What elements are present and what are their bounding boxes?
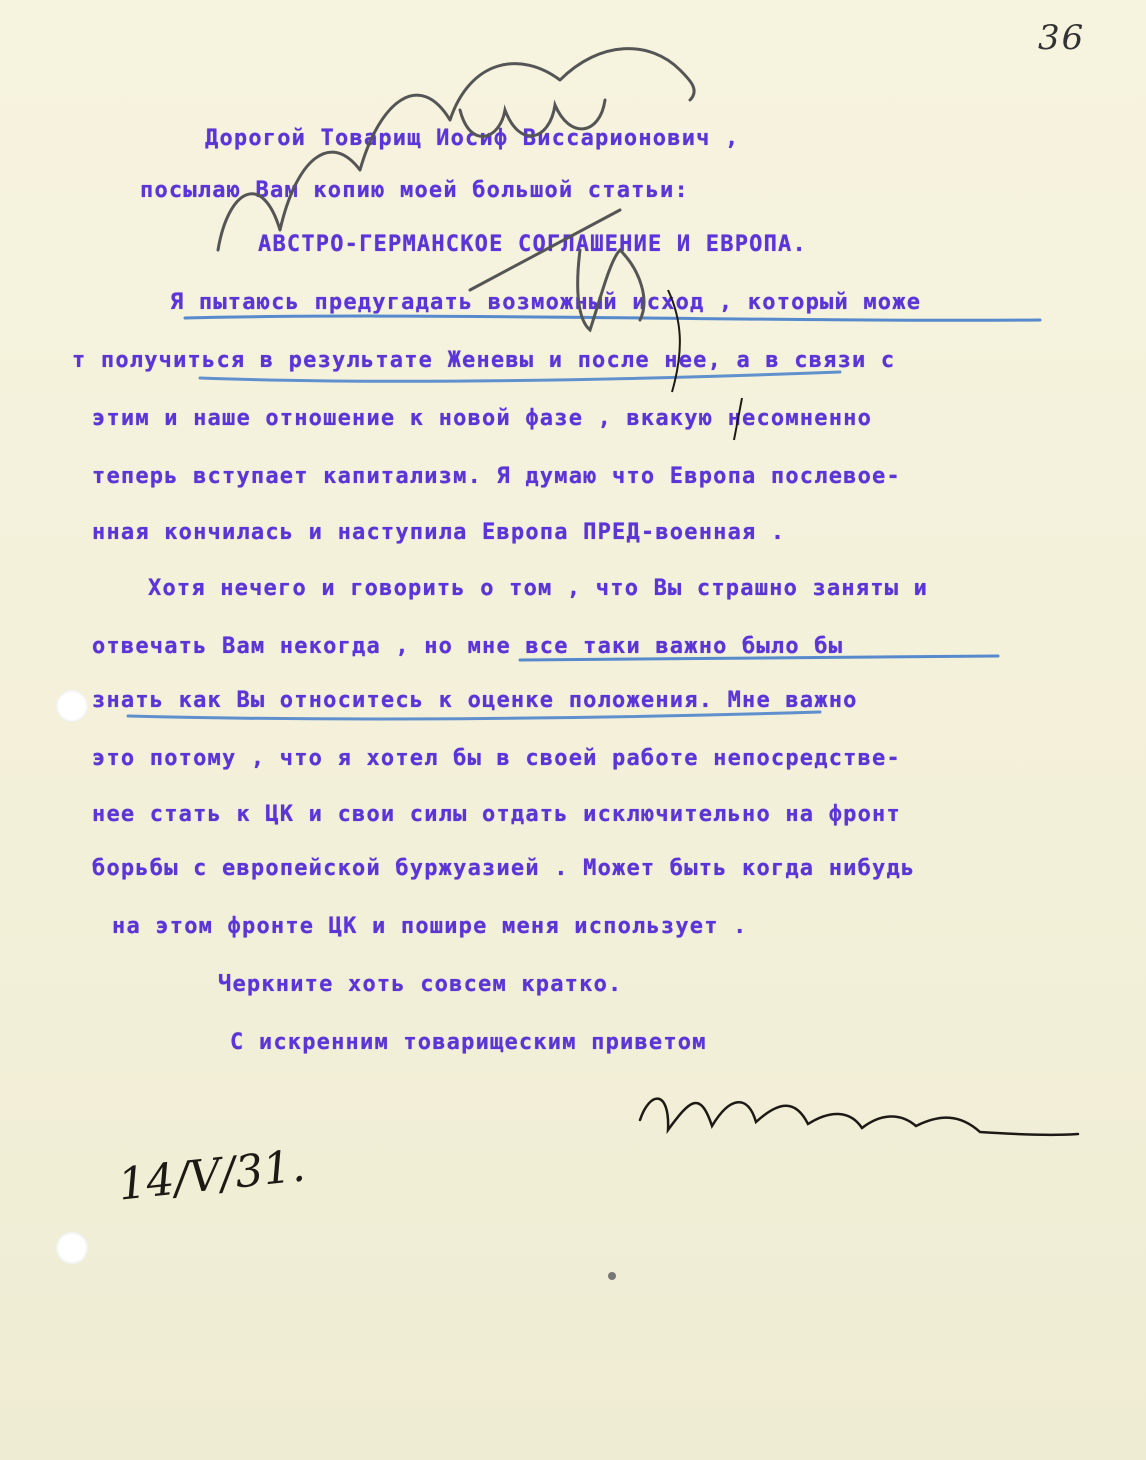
graphite-resolution-loops [460,100,605,136]
paragraph-2-line-2: отвечать Вам некогда , но мне все таки важно было бы [92,634,844,659]
paragraph-1-line-5: нная кончилась и наступила Европа ПРЕД-военная . [92,520,786,545]
article-title: АВСТРО-ГЕРМАНСКОЕ СОГЛАШЕНИЕ И ЕВРОПА. [258,232,807,257]
page-number: 36 [1038,18,1086,58]
paragraph-1-line-4: теперь вступает капитализм. Я думаю что Европа послевое- [92,464,901,489]
paragraph-1-line-1: Я пытаюсь предугадать возможный исход , который може [170,290,922,315]
tick-mark [734,398,742,440]
request-line: Черкните хоть совсем кратко. [218,972,623,997]
paragraph-1-line-3: этим и наше отношение к новой фазе , вкакую несомненно [92,406,873,431]
paragraph-1-line-2: т получиться в результате Женевы и после нее, а в связи с [72,348,896,373]
paragraph-2-line-7: на этом фронте ЦК и пошире меня использует . [112,914,748,939]
letter-line-2: посылаю Вам копию моей большой статьи: [140,178,689,203]
closing-line: С искренним товарищеским приветом [230,1030,707,1055]
blue-underline-para1-l1 [185,316,1040,320]
paragraph-2-line-3: знать как Вы относитесь к оценке положения. Мне важно [92,688,858,713]
paragraph-2-line-6: борьбы с европейской буржуазией . Может быть когда нибудь [92,856,916,881]
handwritten-date: 14/V/31. [115,1140,308,1211]
blue-underline-para2-l2 [520,656,998,660]
paragraph-2-line-4: это потому , что я хотел бы в своей работе непосредстве- [92,746,901,771]
blue-underline-para2-l3 [128,712,820,719]
blue-underline-para1-l2 [200,372,840,381]
paragraph-2-line-1: Хотя нечего и говорить о том , что Вы страшно заняты и [148,576,929,601]
signature-scrawl [640,1099,1078,1135]
graphite-resolution-scribble [218,49,694,250]
paragraph-2-line-5: нее стать к ЦК и свои силы отдать исключительно на фронт [92,802,901,827]
graphite-slash [470,210,620,290]
stamp-dot [608,1272,616,1280]
letter-greeting: Дорогой Товарищ Иосиф Виссарионович , [205,126,740,151]
